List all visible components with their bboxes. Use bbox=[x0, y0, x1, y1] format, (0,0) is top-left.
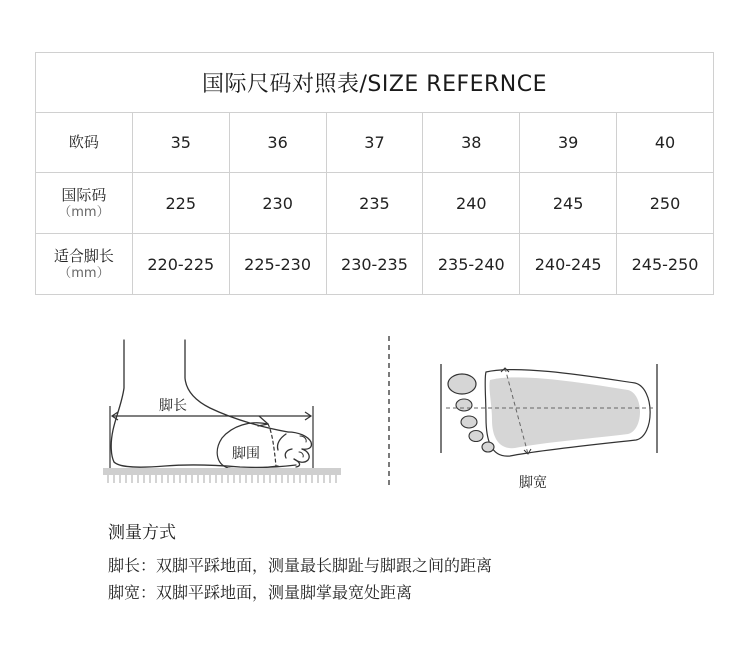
table-cell: 225-230 bbox=[229, 234, 326, 295]
method-title: 测量方式 bbox=[108, 523, 176, 543]
table-row-foot-length bbox=[36, 234, 714, 295]
row-header-intl bbox=[36, 173, 133, 234]
table-cell: 35 bbox=[132, 113, 229, 173]
table-cell: 245-250 bbox=[617, 234, 714, 295]
row-header-foot-length bbox=[36, 234, 133, 295]
table-cell: 230 bbox=[229, 173, 326, 234]
table-cell: 240-245 bbox=[520, 234, 617, 295]
table-row-intl-size bbox=[36, 173, 714, 234]
ground-ruler-icon bbox=[103, 468, 341, 483]
method-foot-length: 脚长：双脚平踩地面，测量最长脚趾与脚跟之间的距离 bbox=[108, 556, 493, 575]
table-cell: 40 bbox=[617, 113, 714, 173]
table-cell: 235 bbox=[326, 173, 423, 234]
table-cell: 235-240 bbox=[423, 234, 520, 295]
row-header-label: 欧码 bbox=[68, 133, 99, 151]
size-chart-table bbox=[35, 52, 714, 295]
table-title: 国际尺码对照表/SIZE REFERNCE bbox=[36, 53, 714, 113]
foot-width-label: 脚宽 bbox=[519, 475, 547, 491]
row-header-label: 国际码 bbox=[61, 185, 107, 204]
table-cell: 39 bbox=[520, 113, 617, 173]
table-cell: 225 bbox=[132, 173, 229, 234]
table-cell: 240 bbox=[423, 173, 520, 234]
table-cell: 36 bbox=[229, 113, 326, 173]
table-cell: 245 bbox=[520, 173, 617, 234]
table-cell: 230-235 bbox=[326, 234, 423, 295]
foot-girth-label: 脚围 bbox=[232, 446, 260, 462]
table-cell: 38 bbox=[423, 113, 520, 173]
foot-length-dimension-icon bbox=[110, 406, 313, 470]
method-foot-width: 脚宽：双脚平踩地面，测量脚掌最宽处距离 bbox=[108, 583, 413, 602]
row-header-unit: （mm） bbox=[58, 265, 110, 281]
table-cell: 220-225 bbox=[132, 234, 229, 295]
foot-side-view-icon bbox=[111, 340, 311, 469]
measurement-method bbox=[108, 518, 728, 606]
row-header-unit: （mm） bbox=[58, 204, 110, 220]
table-row-eu-size bbox=[36, 113, 714, 173]
foot-length-label: 脚长 bbox=[159, 398, 187, 414]
foot-diagram bbox=[0, 328, 750, 498]
measurement-illustration bbox=[0, 328, 750, 498]
table-cell: 37 bbox=[326, 113, 423, 173]
row-header-eu bbox=[36, 113, 133, 173]
row-header-label: 适合脚长 bbox=[53, 246, 114, 265]
footprint-top-view-icon bbox=[441, 364, 657, 456]
table-cell: 250 bbox=[617, 173, 714, 234]
